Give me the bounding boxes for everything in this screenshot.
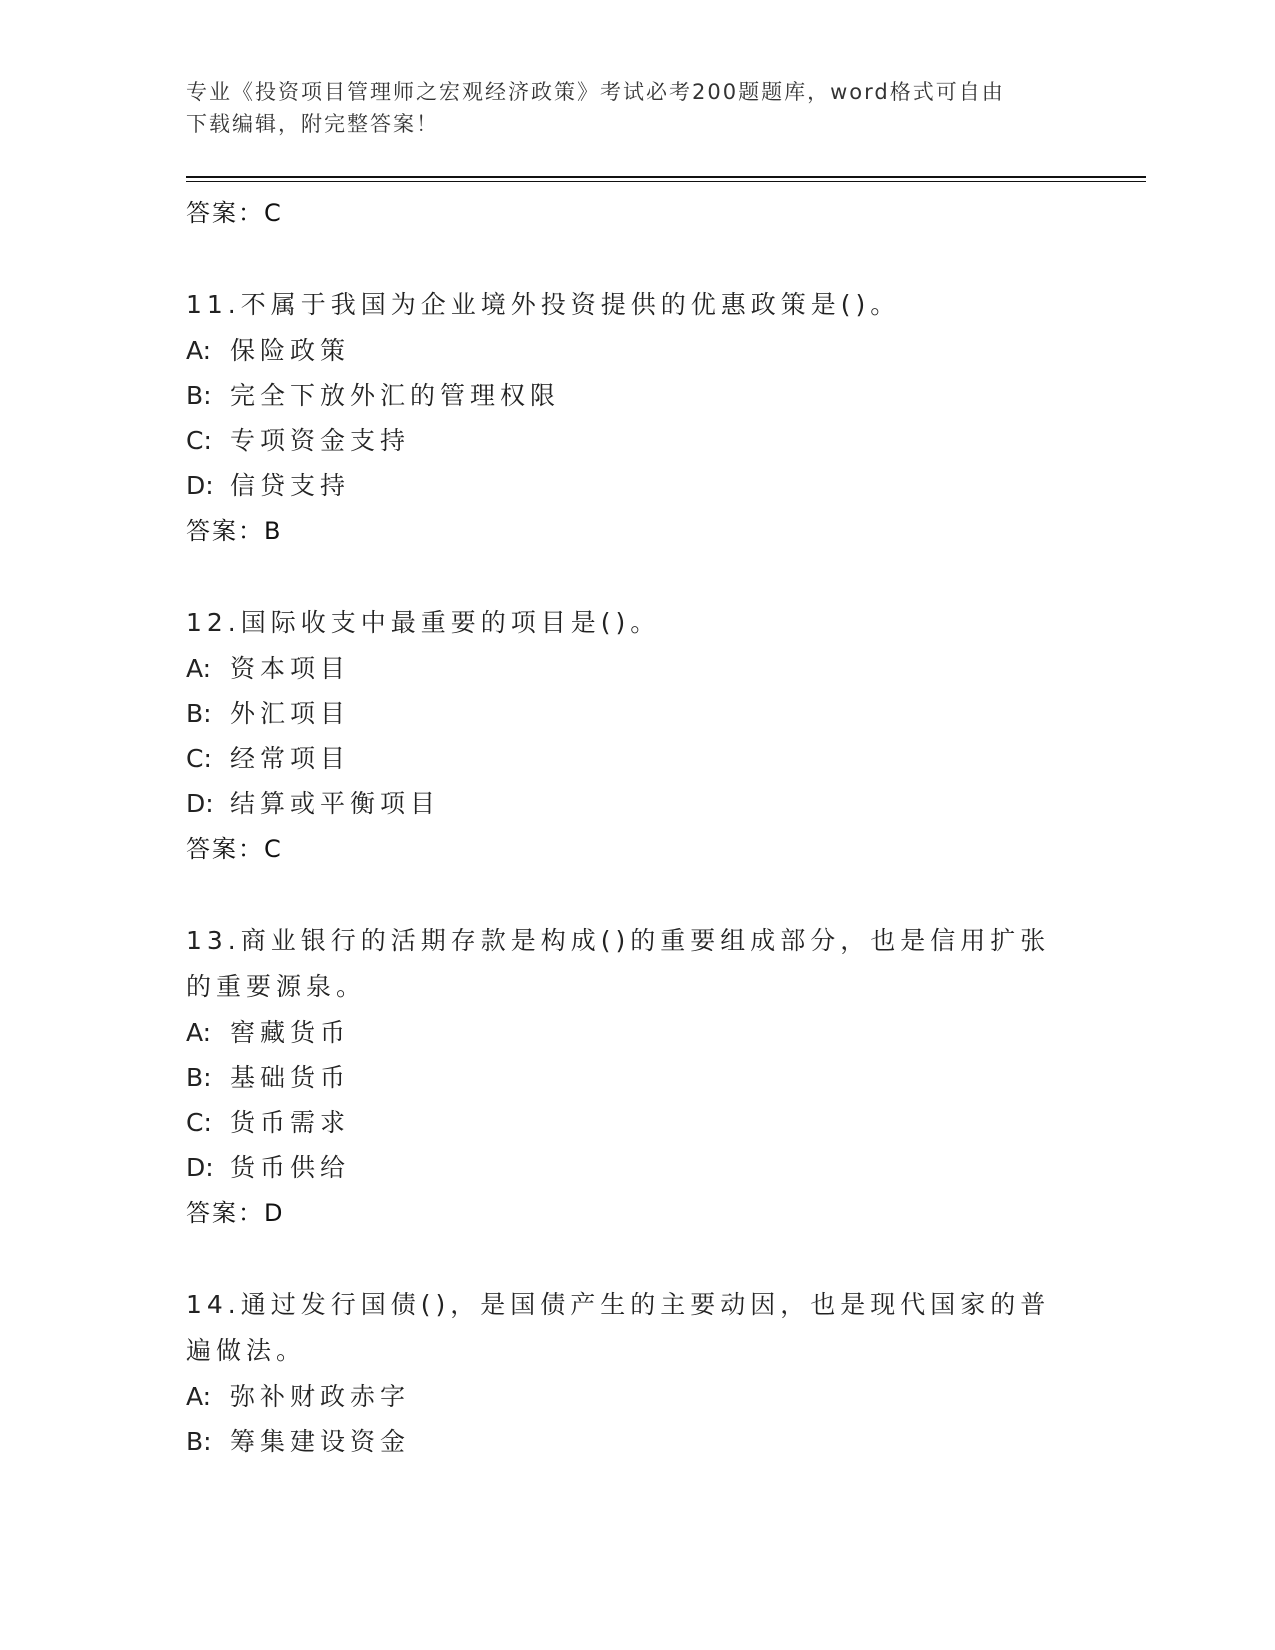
option-text: 外汇项目 bbox=[230, 699, 351, 728]
header-divider-thin bbox=[186, 181, 1146, 182]
option-b bbox=[186, 1055, 1086, 1100]
option-b bbox=[186, 373, 1086, 418]
option-letter: A: bbox=[186, 1382, 212, 1411]
option-letter: D: bbox=[186, 471, 214, 500]
header-line-1: 专业《投资项目管理师之宏观经济政策》考试必考200题题库，word格式可自由 bbox=[186, 80, 1005, 104]
option-letter: D: bbox=[186, 1153, 214, 1182]
previous-answer: 答案：C bbox=[186, 199, 283, 227]
option-text: 货币需求 bbox=[230, 1108, 351, 1137]
option-c bbox=[186, 736, 1086, 781]
document-header bbox=[186, 76, 1086, 140]
question-text: 11.不属于我国为企业境外投资提供的优惠政策是()。 bbox=[186, 290, 901, 319]
option-c bbox=[186, 418, 1086, 463]
question-text: 13.商业银行的活期存款是构成()的重要组成部分，也是信用扩张的重要源泉。 bbox=[186, 926, 1051, 1001]
question-13 bbox=[186, 918, 1086, 1236]
answer-line: 答案：B bbox=[186, 517, 283, 545]
option-text: 弥补财政赤字 bbox=[230, 1382, 411, 1411]
option-text: 结算或平衡项目 bbox=[230, 789, 441, 818]
option-b bbox=[186, 691, 1086, 736]
option-text: 专项资金支持 bbox=[230, 426, 411, 455]
option-text: 货币供给 bbox=[230, 1153, 351, 1182]
option-letter: A: bbox=[186, 336, 212, 365]
question-text: 12.国际收支中最重要的项目是()。 bbox=[186, 608, 661, 637]
option-letter: C: bbox=[186, 744, 212, 773]
header-line-2: 下载编辑，附完整答案！ bbox=[186, 112, 439, 136]
option-a bbox=[186, 328, 1086, 373]
option-d bbox=[186, 463, 1086, 508]
option-text: 保险政策 bbox=[230, 336, 351, 365]
option-letter: B: bbox=[186, 699, 212, 728]
option-letter: B: bbox=[186, 1427, 212, 1456]
option-text: 窖藏货币 bbox=[230, 1018, 351, 1047]
question-14 bbox=[186, 1282, 1086, 1464]
option-a bbox=[186, 1010, 1086, 1055]
option-d bbox=[186, 1145, 1086, 1190]
question-11 bbox=[186, 282, 1086, 554]
option-letter: C: bbox=[186, 1108, 212, 1137]
answer-line: 答案：C bbox=[186, 835, 283, 863]
option-text: 完全下放外汇的管理权限 bbox=[230, 381, 561, 410]
option-letter: C: bbox=[186, 426, 212, 455]
option-c bbox=[186, 1100, 1086, 1145]
question-text: 14.通过发行国债()，是国债产生的主要动因，也是现代国家的普遍做法。 bbox=[186, 1290, 1051, 1365]
header-divider-thick bbox=[186, 176, 1146, 178]
question-list bbox=[186, 190, 1086, 1464]
option-letter: B: bbox=[186, 1063, 212, 1092]
option-a bbox=[186, 1374, 1086, 1419]
option-text: 基础货币 bbox=[230, 1063, 351, 1092]
option-text: 筹集建设资金 bbox=[230, 1427, 411, 1456]
option-letter: A: bbox=[186, 654, 212, 683]
option-text: 经常项目 bbox=[230, 744, 351, 773]
option-letter: B: bbox=[186, 381, 212, 410]
question-12 bbox=[186, 600, 1086, 872]
answer-line: 答案：D bbox=[186, 1199, 285, 1227]
option-text: 信贷支持 bbox=[230, 471, 351, 500]
option-a bbox=[186, 646, 1086, 691]
option-d bbox=[186, 781, 1086, 826]
option-text: 资本项目 bbox=[230, 654, 351, 683]
option-letter: D: bbox=[186, 789, 214, 818]
option-b bbox=[186, 1419, 1086, 1464]
option-letter: A: bbox=[186, 1018, 212, 1047]
